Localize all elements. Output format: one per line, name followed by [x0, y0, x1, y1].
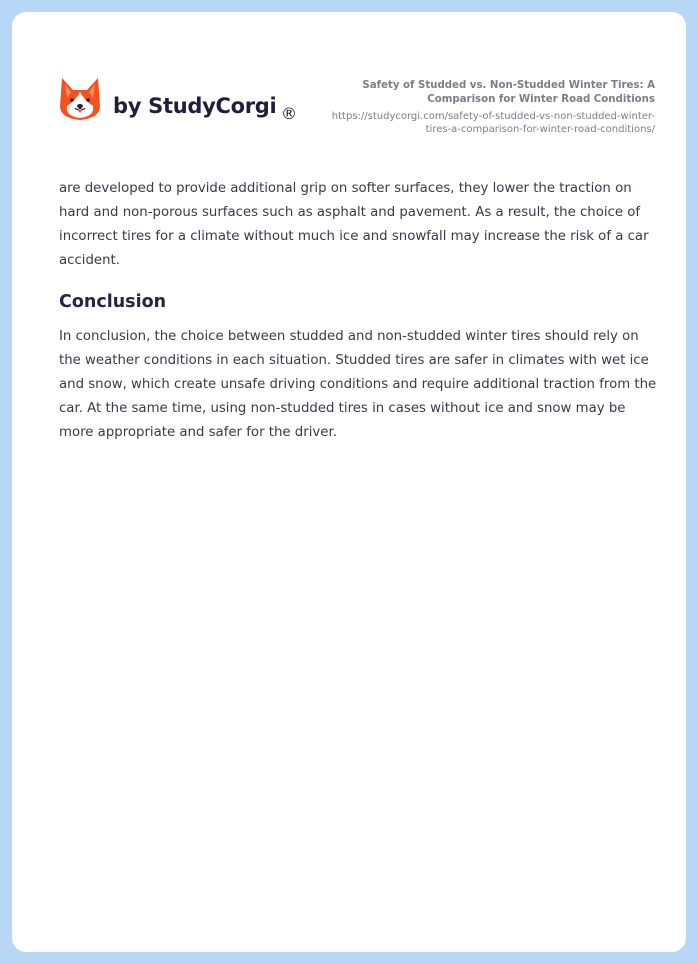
- document-meta: [315, 79, 655, 136]
- logo-text: by StudyCorgi: [113, 94, 277, 118]
- conclusion-paragraph: In conclusion, the choice between studded and non-studded winter tires should rely on the weather conditions in each situation. Studded tires are safer in climates with wet ice and snow, which create unsafe driving conditions and require additional traction from the car. At the same time, using non-studded tires in cases without ice and snow may be more appropriate and safer for the driver.: [59, 329, 657, 440]
- corgi-logo-icon: [59, 76, 101, 122]
- document-content: [59, 177, 659, 445]
- studycorgi-logo[interactable]: [59, 76, 276, 122]
- document-page: [12, 12, 686, 952]
- body-paragraph: are developed to provide additional grip on softer surfaces, they lower the traction on hard and non-porous surfaces such as asphalt and pavement. As a result, the choice of incorrect tires for a climate without much ice and snowfall may increase the risk of a car accident.: [59, 181, 649, 268]
- section-heading-conclusion: Conclusion: [59, 292, 167, 312]
- document-url[interactable]: https://studycorgi.com/safety-of-studded-vs-non-studded-winter-tires-a-comparison-for-winter-road-conditions/: [331, 111, 655, 135]
- registered-mark: ®: [281, 104, 297, 123]
- document-title: Safety of Studded vs. Non-Studded Winter Tires: A Comparison for Winter Road Conditions: [362, 80, 655, 105]
- document-header: [59, 76, 655, 142]
